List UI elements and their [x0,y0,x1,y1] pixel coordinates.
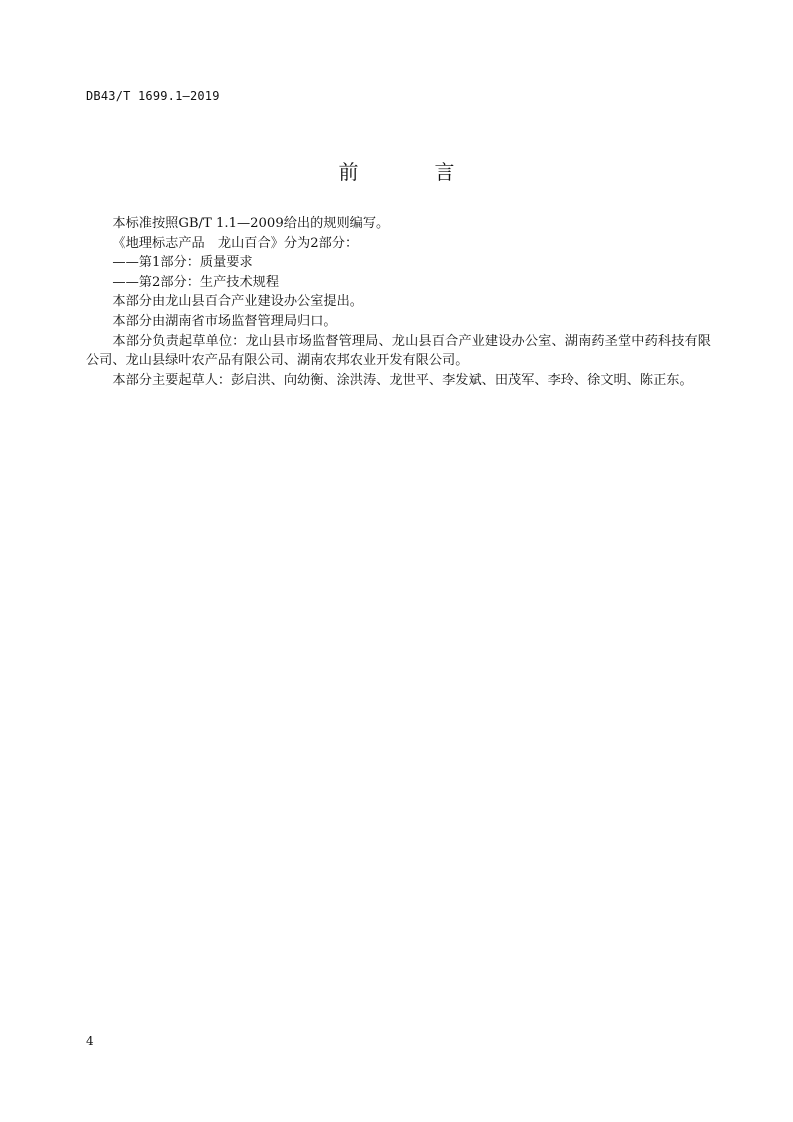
paragraph-centralized-by: 本部分由湖南省市场监督管理局归口。 [112,313,337,329]
paragraph-main-drafters: 本部分主要起草人：彭启洪、向幼衡、涂洪涛、龙世平、李发斌、田茂军、李玲、徐文明、陈正东。 [112,372,693,388]
paragraph-drafting-rules: 本标准按照GB/T 1.1—2009给出的规则编写。 [112,216,390,231]
document-code: DB43/T 1699.1—2019 [86,89,220,103]
paragraph-parts-overview: 《地理标志产品 龙山百合》分为2部分： [112,235,359,251]
page-number: 4 [86,1034,94,1048]
paragraph-part-1: ——第1部分：质量要求 [112,255,253,271]
paragraph-part-2: ——第2部分：生产技术规程 [112,274,280,290]
paragraph-proposed-by: 本部分由龙山县百合产业建设办公室提出。 [112,294,363,310]
preface-body [86,214,711,390]
paragraph-drafting-units: 本部分负责起草单位：龙山县市场监督管理局、龙山县百合产业建设办公室、湖南药圣堂中药科技有限公司、龙山县绿叶农产品有限公司、湖南农邦农业开发有限公司。 [86,333,711,369]
section-title: 前 言 [338,160,483,184]
